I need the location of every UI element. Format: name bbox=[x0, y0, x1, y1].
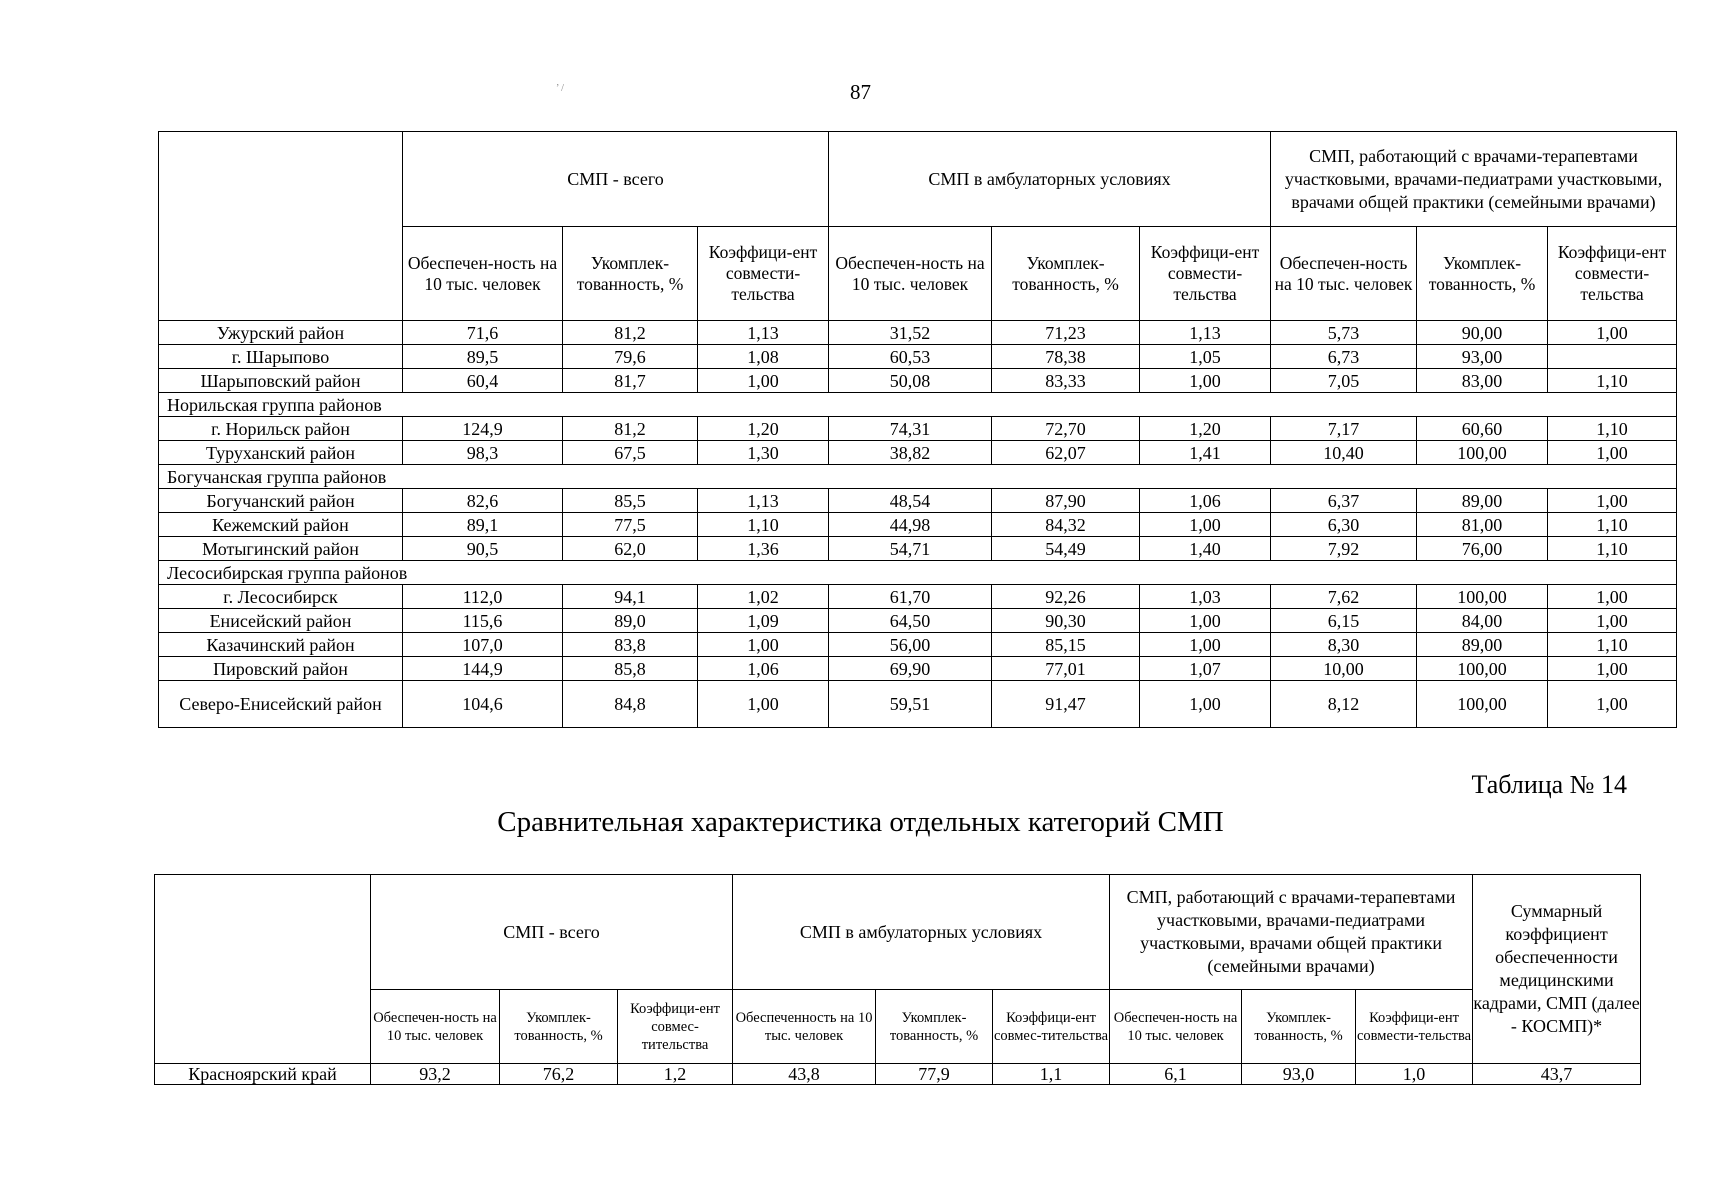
table-label: Таблица № 14 bbox=[1471, 770, 1627, 799]
table-cell: 83,33 bbox=[992, 369, 1140, 393]
table-cell: 60,53 bbox=[829, 345, 992, 369]
table-cell: 50,08 bbox=[829, 369, 992, 393]
table-cell: 1,00 bbox=[1548, 489, 1677, 513]
column-header: Обеспечен-ность на 10 тыс. человек bbox=[403, 227, 563, 321]
table-cell: 1,00 bbox=[698, 633, 829, 657]
table-cell: 1,00 bbox=[1548, 681, 1677, 728]
row-label: Енисейский район bbox=[159, 609, 403, 633]
table-cell: 43,7 bbox=[1473, 1064, 1641, 1085]
table-cell: 100,00 bbox=[1417, 441, 1548, 465]
row-label: Северо-Енисейский район bbox=[159, 681, 403, 728]
group-label: Богучанская группа районов bbox=[159, 465, 1677, 489]
column-header: Коэффици-ент совмес-тительства bbox=[993, 990, 1110, 1064]
row-label: Красноярский край bbox=[155, 1064, 371, 1085]
table-cell: 112,0 bbox=[403, 585, 563, 609]
table-cell: 76,2 bbox=[500, 1064, 618, 1085]
group-header: СМП, работающий с врачами-терапевтами участковыми, врачами-педиатрами участковыми, врачами общей практики (семейными врачами) bbox=[1271, 132, 1677, 227]
table-cell: 1,06 bbox=[698, 657, 829, 681]
table-cell: 124,9 bbox=[403, 417, 563, 441]
table-cell: 78,38 bbox=[992, 345, 1140, 369]
table-cell: 6,73 bbox=[1271, 345, 1417, 369]
column-header: Укомплек-тованность, % bbox=[500, 990, 618, 1064]
table-cell: 1,00 bbox=[1140, 513, 1271, 537]
table-cell: 62,07 bbox=[992, 441, 1140, 465]
page-number: 87 bbox=[850, 80, 871, 104]
table-cell: 1,00 bbox=[1140, 633, 1271, 657]
table-row bbox=[159, 417, 1677, 441]
row-label: Туруханский район bbox=[159, 441, 403, 465]
column-header: Обеспечен-ность на 10 тыс. человек bbox=[1271, 227, 1417, 321]
table-row bbox=[159, 537, 1677, 561]
column-header: Укомплек-тованность, % bbox=[992, 227, 1140, 321]
table-cell: 100,00 bbox=[1417, 681, 1548, 728]
table-cell: 90,00 bbox=[1417, 321, 1548, 345]
table-cell: 5,73 bbox=[1271, 321, 1417, 345]
table-cell: 84,32 bbox=[992, 513, 1140, 537]
table-cell: 1,00 bbox=[1548, 657, 1677, 681]
table-cell: 93,2 bbox=[371, 1064, 500, 1085]
column-header: Обеспечен-ность на 10 тыс. человек bbox=[371, 990, 500, 1064]
table-cell: 54,71 bbox=[829, 537, 992, 561]
table-cell: 1,1 bbox=[993, 1064, 1110, 1085]
group-row bbox=[159, 393, 1677, 417]
group-label: Норильская группа районов bbox=[159, 393, 1677, 417]
table-cell: 71,6 bbox=[403, 321, 563, 345]
table-cell: 10,40 bbox=[1271, 441, 1417, 465]
table-14 bbox=[154, 874, 1641, 1085]
table-cell: 8,12 bbox=[1271, 681, 1417, 728]
table-cell: 7,62 bbox=[1271, 585, 1417, 609]
table-cell: 87,90 bbox=[992, 489, 1140, 513]
table-cell: 56,00 bbox=[829, 633, 992, 657]
table-cell: 107,0 bbox=[403, 633, 563, 657]
row-label: Кежемский район bbox=[159, 513, 403, 537]
table-cell bbox=[1548, 345, 1677, 369]
table-row bbox=[159, 657, 1677, 681]
table-cell: 85,15 bbox=[992, 633, 1140, 657]
table-cell: 62,0 bbox=[563, 537, 698, 561]
table-cell: 1,13 bbox=[698, 321, 829, 345]
table-row bbox=[159, 633, 1677, 657]
column-header: Укомплек-тованность, % bbox=[1242, 990, 1356, 1064]
table-cell: 84,00 bbox=[1417, 609, 1548, 633]
table-cell: 115,6 bbox=[403, 609, 563, 633]
table-cell: 7,05 bbox=[1271, 369, 1417, 393]
table-cell: 1,30 bbox=[698, 441, 829, 465]
table-cell: 83,8 bbox=[563, 633, 698, 657]
group-label: Лесосибирская группа районов bbox=[159, 561, 1677, 585]
table-cell: 1,13 bbox=[1140, 321, 1271, 345]
table-cell: 1,0 bbox=[1356, 1064, 1473, 1085]
table-cell: 1,00 bbox=[1548, 321, 1677, 345]
table-cell: 1,06 bbox=[1140, 489, 1271, 513]
table-cell: 94,1 bbox=[563, 585, 698, 609]
table-cell: 59,51 bbox=[829, 681, 992, 728]
table-cell: 89,00 bbox=[1417, 489, 1548, 513]
row-label: Казачинский район bbox=[159, 633, 403, 657]
table-cell: 60,4 bbox=[403, 369, 563, 393]
column-header: Коэффици-ент совмести-тельства bbox=[1140, 227, 1271, 321]
table-cell: 1,03 bbox=[1140, 585, 1271, 609]
table-cell: 77,01 bbox=[992, 657, 1140, 681]
table-cell: 1,00 bbox=[1140, 369, 1271, 393]
table-cell: 44,98 bbox=[829, 513, 992, 537]
table-cell: 7,92 bbox=[1271, 537, 1417, 561]
table-cell: 71,23 bbox=[992, 321, 1140, 345]
table-cell: 1,09 bbox=[698, 609, 829, 633]
table-cell: 1,10 bbox=[1548, 369, 1677, 393]
table-cell: 92,26 bbox=[992, 585, 1140, 609]
table-cell: 89,0 bbox=[563, 609, 698, 633]
table-cell: 1,05 bbox=[1140, 345, 1271, 369]
table-cell: 85,5 bbox=[563, 489, 698, 513]
table-cell: 89,00 bbox=[1417, 633, 1548, 657]
group-header: СМП - всего bbox=[371, 875, 733, 990]
column-header: Обеспечен-ность на 10 тыс. человек bbox=[829, 227, 992, 321]
scan-mark: ’ / bbox=[556, 83, 564, 94]
table-cell: 85,8 bbox=[563, 657, 698, 681]
table-cell: 144,9 bbox=[403, 657, 563, 681]
table-cell: 84,8 bbox=[563, 681, 698, 728]
table-cell: 104,6 bbox=[403, 681, 563, 728]
table-row bbox=[159, 345, 1677, 369]
row-label: Шарыповский район bbox=[159, 369, 403, 393]
group-header: СМП в амбулаторных условиях bbox=[733, 875, 1110, 990]
table-cell: 81,00 bbox=[1417, 513, 1548, 537]
table-row bbox=[159, 441, 1677, 465]
column-header: Укомплек-тованность, % bbox=[563, 227, 698, 321]
table-cell: 1,10 bbox=[1548, 537, 1677, 561]
table-cell: 1,10 bbox=[1548, 513, 1677, 537]
table-cell: 1,00 bbox=[1548, 609, 1677, 633]
group-header: Суммарный коэффициент обеспеченности медицинскими кадрами, СМП (далее - КОСМП)* bbox=[1473, 875, 1641, 1064]
row-header-corner bbox=[155, 875, 371, 1064]
table-cell: 81,2 bbox=[563, 417, 698, 441]
table-cell: 6,15 bbox=[1271, 609, 1417, 633]
table-cell: 8,30 bbox=[1271, 633, 1417, 657]
table-cell: 89,1 bbox=[403, 513, 563, 537]
table-cell: 100,00 bbox=[1417, 657, 1548, 681]
table-row bbox=[159, 321, 1677, 345]
table-cell: 1,00 bbox=[1548, 585, 1677, 609]
table-cell: 81,2 bbox=[563, 321, 698, 345]
table-cell: 1,00 bbox=[698, 369, 829, 393]
column-header: Коэффици-ент совмести-тельства bbox=[1356, 990, 1473, 1064]
table-cell: 76,00 bbox=[1417, 537, 1548, 561]
table-cell: 6,37 bbox=[1271, 489, 1417, 513]
column-header: Коэффици-ент совмести-тельства bbox=[698, 227, 829, 321]
row-header-corner bbox=[159, 132, 403, 321]
table-cell: 83,00 bbox=[1417, 369, 1548, 393]
column-header: Коэффици-ент совмес-тительства bbox=[618, 990, 733, 1064]
table-cell: 67,5 bbox=[563, 441, 698, 465]
table-row bbox=[159, 513, 1677, 537]
table-cell: 43,8 bbox=[733, 1064, 876, 1085]
table-cell: 1,00 bbox=[1140, 681, 1271, 728]
table-cell: 1,20 bbox=[1140, 417, 1271, 441]
table-cell: 10,00 bbox=[1271, 657, 1417, 681]
table-cell: 1,00 bbox=[1548, 441, 1677, 465]
table-cell: 1,2 bbox=[618, 1064, 733, 1085]
table-row bbox=[159, 585, 1677, 609]
table-cell: 1,10 bbox=[1548, 633, 1677, 657]
table-cell: 89,5 bbox=[403, 345, 563, 369]
table-cell: 90,30 bbox=[992, 609, 1140, 633]
table-cell: 31,52 bbox=[829, 321, 992, 345]
group-header: СМП, работающий с врачами-терапевтами участковыми, врачами-педиатрами участковыми, врачами общей практики (семейными врачами) bbox=[1110, 875, 1473, 990]
table-cell: 79,6 bbox=[563, 345, 698, 369]
column-header: Обеспечен-ность на 10 тыс. человек bbox=[1110, 990, 1242, 1064]
row-label: Мотыгинский район bbox=[159, 537, 403, 561]
table-cell: 6,30 bbox=[1271, 513, 1417, 537]
column-header: Укомплек-тованность, % bbox=[1417, 227, 1548, 321]
table-cell: 81,7 bbox=[563, 369, 698, 393]
table-cell: 82,6 bbox=[403, 489, 563, 513]
table-cell: 91,47 bbox=[992, 681, 1140, 728]
table-row bbox=[159, 609, 1677, 633]
row-label: г. Шарыпово bbox=[159, 345, 403, 369]
row-label: Ужурский район bbox=[159, 321, 403, 345]
table-cell: 93,0 bbox=[1242, 1064, 1356, 1085]
table-cell: 69,90 bbox=[829, 657, 992, 681]
table-cell: 77,9 bbox=[876, 1064, 993, 1085]
table-row bbox=[159, 489, 1677, 513]
table-cell: 1,08 bbox=[698, 345, 829, 369]
table-cell: 74,31 bbox=[829, 417, 992, 441]
table-row bbox=[159, 369, 1677, 393]
table-row bbox=[155, 1064, 1641, 1085]
table-row bbox=[159, 681, 1677, 728]
table-cell: 60,60 bbox=[1417, 417, 1548, 441]
column-header: Коэффици-ент совмести-тельства bbox=[1548, 227, 1677, 321]
row-label: Пировский район bbox=[159, 657, 403, 681]
table-cell: 1,10 bbox=[1548, 417, 1677, 441]
table-cell: 1,40 bbox=[1140, 537, 1271, 561]
table-cell: 77,5 bbox=[563, 513, 698, 537]
row-label: г. Лесосибирск bbox=[159, 585, 403, 609]
table-cell: 1,36 bbox=[698, 537, 829, 561]
table-cell: 6,1 bbox=[1110, 1064, 1242, 1085]
table-title: Сравнительная характеристика отдельных категорий СМП bbox=[497, 806, 1224, 838]
table-cell: 64,50 bbox=[829, 609, 992, 633]
table-cell: 90,5 bbox=[403, 537, 563, 561]
table-cell: 1,20 bbox=[698, 417, 829, 441]
table-cell: 1,10 bbox=[698, 513, 829, 537]
table-cell: 1,07 bbox=[1140, 657, 1271, 681]
table-cell: 1,02 bbox=[698, 585, 829, 609]
table-cell: 38,82 bbox=[829, 441, 992, 465]
group-header: СМП в амбулаторных условиях bbox=[829, 132, 1271, 227]
group-header: СМП - всего bbox=[403, 132, 829, 227]
table-cell: 7,17 bbox=[1271, 417, 1417, 441]
table-cell: 100,00 bbox=[1417, 585, 1548, 609]
row-label: г. Норильск район bbox=[159, 417, 403, 441]
table-cell: 98,3 bbox=[403, 441, 563, 465]
table-cell: 1,00 bbox=[698, 681, 829, 728]
table-cell: 48,54 bbox=[829, 489, 992, 513]
row-label: Богучанский район bbox=[159, 489, 403, 513]
table-cell: 1,00 bbox=[1140, 609, 1271, 633]
table-cell: 1,41 bbox=[1140, 441, 1271, 465]
table-cell: 72,70 bbox=[992, 417, 1140, 441]
table-cell: 1,13 bbox=[698, 489, 829, 513]
column-header: Укомплек-тованность, % bbox=[876, 990, 993, 1064]
table-cell: 54,49 bbox=[992, 537, 1140, 561]
group-row bbox=[159, 465, 1677, 489]
group-row bbox=[159, 561, 1677, 585]
column-header: Обеспеченность на 10 тыс. человек bbox=[733, 990, 876, 1064]
table-cell: 61,70 bbox=[829, 585, 992, 609]
table-cell: 93,00 bbox=[1417, 345, 1548, 369]
table-continuation bbox=[158, 131, 1677, 728]
